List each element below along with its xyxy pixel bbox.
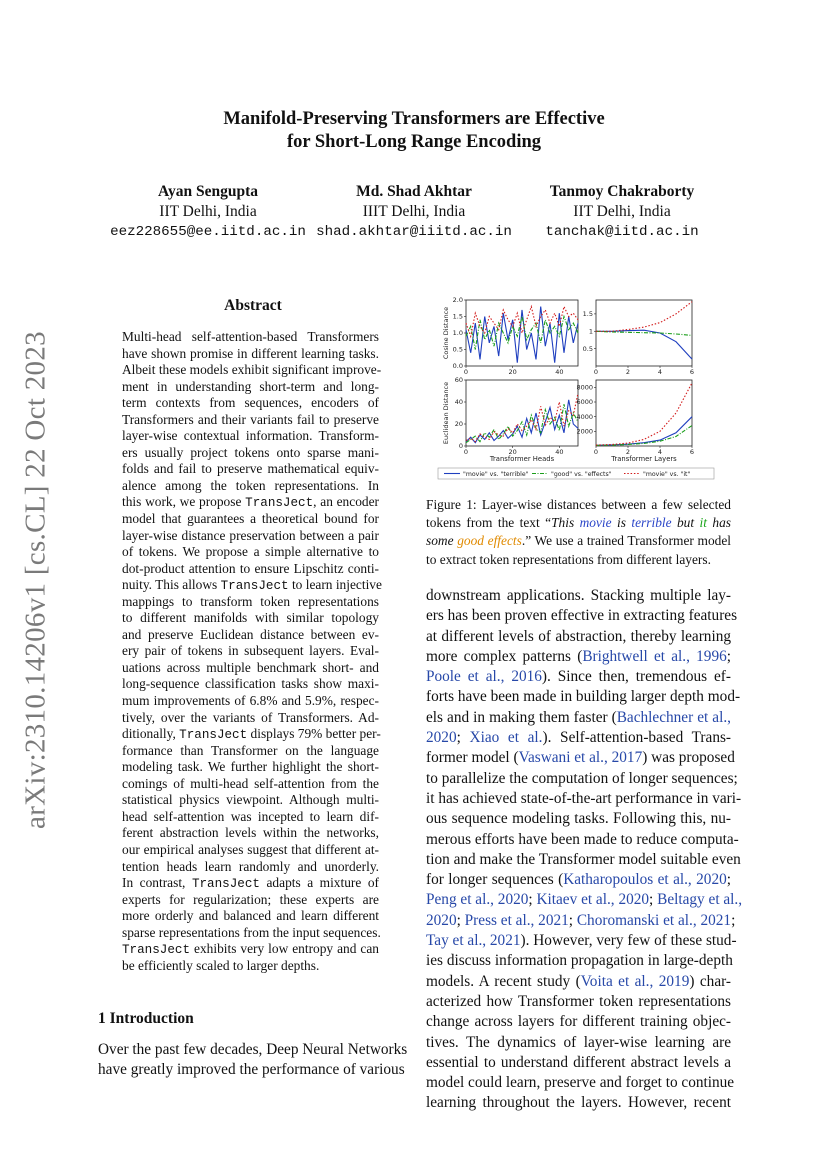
x-tick-label: 20 <box>508 448 517 456</box>
text-line: Poole et al., 2016). Since then, tremendous ef- <box>426 668 731 686</box>
text-line: formance than Transformer on the language <box>122 742 379 758</box>
x-tick-label: 0 <box>593 448 599 456</box>
x-axis-label: Transformer Layers <box>611 455 677 463</box>
text-line: models. A recent study (Voita et al., 2019) char- <box>426 972 731 990</box>
author-affiliation: IIT Delhi, India <box>159 203 257 220</box>
y-tick-label: 40 <box>454 398 463 407</box>
text-line: acterized how Transformer token representations <box>426 992 731 1010</box>
figure-caption: Figure 1: Layer-wise distances between a few selected tokens from the text “This movie is terrible but it has some good effects.” We use a trained Transformer model to extract token representations from different layers. <box>426 497 732 567</box>
author-email[interactable]: tanchak@iitd.ac.in <box>545 224 699 240</box>
text-line: it has achieved state-of-the-art performance in vari- <box>426 789 742 807</box>
author-block <box>299 182 529 242</box>
y-tick-label: 0.5 <box>582 344 593 353</box>
x-tick-label: 4 <box>657 368 663 376</box>
text-line: tives. The dynamics of layer-wise learning are <box>426 1033 731 1051</box>
text-line: be efficiently scaled to larger depths. <box>122 957 320 973</box>
text-line: at different levels of abstraction, thereby learning <box>426 627 731 645</box>
y-tick-label: 1.0 <box>452 329 463 338</box>
text-line: more orderly and balanced and learn different <box>122 908 379 924</box>
plot-frame <box>596 380 692 446</box>
text-line: essential to understand different abstract levels a <box>426 1053 731 1071</box>
text-line: long-sequence classification tasks show maxi- <box>122 676 379 692</box>
text-line: sparse representations from the input sequences. <box>122 924 381 940</box>
abstract-heading: Abstract <box>224 297 282 314</box>
text-line: 2020; Xiao et al.). Self-attention-based Trans- <box>426 729 732 747</box>
text-line: Peng et al., 2020; Kitaev et al., 2020; Beltagy et al., <box>426 891 743 909</box>
text-line: ers usually project tokens onto sparse mani- <box>122 444 379 460</box>
text-line: els and in making them faster (Bachlechner et al., <box>426 708 731 726</box>
intro-body <box>98 1040 408 1081</box>
author-name: Tanmoy Chakraborty <box>549 183 695 200</box>
series-line <box>466 307 578 363</box>
text-line: to different manifolds with similar topology <box>122 610 379 626</box>
x-tick-label: 6 <box>689 368 695 376</box>
y-tick-label: 4000 <box>576 412 593 421</box>
y-axis-label: Cosine Distance <box>442 306 450 360</box>
series-line <box>596 331 692 335</box>
y-tick-label: 1 <box>588 327 593 336</box>
text-line: this work, we propose TransJect, an encoder <box>122 494 379 511</box>
text-line: ery pair of tokens in subsequent layers. Eval- <box>122 643 379 659</box>
text-line: Albeit these models exhibit significant improve- <box>122 362 382 378</box>
text-line: ferent abstraction levels within the networks, <box>122 825 379 841</box>
text-line: model could learn, preserve and forget to continue <box>426 1074 735 1092</box>
text-line: ous sequence modeling tasks. Following this, nu- <box>426 810 731 828</box>
y-tick-label: 1.5 <box>452 312 463 321</box>
text-line: former model (Vaswani et al., 2017) was proposed <box>426 749 735 767</box>
author-affiliation: IIIT Delhi, India <box>362 203 466 220</box>
text-line: Multi-head self-attention-based Transformers <box>122 329 379 344</box>
text-line: tively, over the variants of Transformers. Ad- <box>122 709 379 725</box>
y-tick-label: 1.5 <box>582 310 593 319</box>
text-line: mappings to transform token representations <box>122 593 379 609</box>
author-name: Ayan Sengupta <box>157 183 259 200</box>
text-line: Transformers and their variants fail to preserve <box>122 411 379 427</box>
arxiv-stamp: arXiv:2310.14206v1 [cs.CL] 22 Oct 2023 <box>19 331 52 829</box>
legend-entry: "movie" vs. "terrible" <box>463 471 529 478</box>
x-tick-label: 4 <box>657 448 663 456</box>
text-line: more complex patterns (Brightwell et al., 1996; <box>426 647 731 665</box>
x-tick-label: 0 <box>593 368 599 376</box>
paper-title: Manifold-Preserving Transformers are Effective for Short-Long Range Encoding <box>223 109 605 152</box>
section-heading: 1 Introduction <box>98 1010 194 1027</box>
legend-entry: "good" vs. "effects" <box>551 471 612 478</box>
text-line: nuity. This allows TransJect to learn injective <box>122 577 382 594</box>
text-line: ies discuss information propagation in large-depth <box>426 952 733 970</box>
series-line <box>596 302 692 332</box>
y-tick-label: 2000 <box>576 427 593 436</box>
text-line: change across layers for different training objec- <box>426 1013 731 1031</box>
author-block <box>93 182 323 242</box>
text-line: our empirical analyses suggest that different at- <box>122 841 379 857</box>
text-line: for longer sequences (Katharopoulos et al., 2020; <box>426 871 731 889</box>
text-line: folds and fail to preserve mathematical equiv- <box>122 461 379 477</box>
text-line: model that guarantees a theoretical bound for <box>122 511 379 527</box>
x-tick-label: 20 <box>508 368 517 376</box>
text-line: ers has been proven effective in extracting features <box>426 607 738 625</box>
y-tick-label: 0.0 <box>452 362 463 371</box>
y-tick-label: 2.0 <box>452 296 463 305</box>
y-tick-label: 20 <box>454 420 463 429</box>
author-email[interactable]: eez228655@ee.iitd.ac.in <box>110 224 306 240</box>
text-line: layer-wise distance preservation between a pair <box>122 527 379 543</box>
text-line: mum improvements of 6.8% and 5.9%, respec- <box>122 693 379 709</box>
author-email[interactable]: shad.akhtar@iiitd.ac.in <box>316 224 512 240</box>
text-line: alence among the token representations. In <box>122 477 379 493</box>
text-line: Over the past few decades, Deep Neural Networks <box>98 1041 408 1058</box>
text-line: 2020; Press et al., 2021; Choromanski et al., 2021; <box>426 911 736 929</box>
text-line: modeling task. We further highlight the short- <box>122 759 379 775</box>
text-line: Tay et al., 2021). However, very few of these stud- <box>426 932 737 950</box>
text-line: ment in understanding short-term and long- <box>122 378 379 394</box>
text-line: term contexts from sequences, encoders of <box>122 395 379 411</box>
x-tick-label: 2 <box>625 368 631 376</box>
figure-1-chart <box>436 292 736 486</box>
text-line: of tokens. We propose a simple alternative to <box>122 544 379 560</box>
text-line: TransJect exhibits very low entropy and can <box>122 941 379 958</box>
text-line: experts for regularization; these experts are <box>122 891 379 907</box>
series-line <box>466 393 578 441</box>
x-tick-label: 40 <box>555 368 564 376</box>
abstract-body <box>122 329 382 974</box>
text-line: dot-product attention to ensure Lipschitz conti- <box>122 560 379 576</box>
text-line: forts have been made in building larger depth mod- <box>426 688 741 706</box>
x-tick-label: 2 <box>625 448 631 456</box>
text-line: have greatly improved the performance of various <box>98 1061 405 1079</box>
text-line: tion and make the Transformer model suitable even <box>426 850 741 868</box>
x-tick-label: 0 <box>463 368 469 376</box>
x-tick-label: 6 <box>689 448 695 456</box>
legend-entry: "movie" vs. "it" <box>643 471 691 478</box>
right-column-body <box>426 586 743 1114</box>
text-line: comings of multi-head self-attention from the <box>122 775 379 791</box>
text-line: ditionally, TransJect displays 79% better per- <box>122 726 381 743</box>
text-line: learning throughout the layers. However, recent <box>426 1094 731 1112</box>
author-name: Md. Shad Akhtar <box>356 183 472 200</box>
series-line <box>596 417 692 446</box>
text-line: to parallelize the computation of longer sequences; <box>426 769 738 787</box>
y-tick-label: 8000 <box>576 383 593 392</box>
y-tick-label: 0 <box>458 442 463 451</box>
text-line: have shown promise in different learning tasks. <box>122 345 379 361</box>
x-axis-label: Transformer Heads <box>489 455 555 463</box>
text-line: In contrast, TransJect adapts a mixture of <box>122 875 379 892</box>
y-tick-label: 6000 <box>576 398 593 407</box>
text-line: head self-attention was incepted to learn dif- <box>122 808 379 824</box>
x-tick-label: 40 <box>555 448 564 456</box>
y-tick-label: 60 <box>454 376 463 385</box>
y-axis-label: Euclidean Distance <box>442 381 450 445</box>
text-line: and preserve Euclidean distance between ev- <box>122 626 379 642</box>
text-line: tention heads learn randomly and unorderly. <box>122 858 379 874</box>
text-line: merous efforts have been made to reduce computa- <box>426 830 739 848</box>
text-line: uations across multiple benchmark short- and <box>122 659 379 675</box>
text-line: statistical physics viewpoint. Although multi- <box>122 792 379 808</box>
y-tick-label: 0.5 <box>452 345 463 354</box>
author-affiliation: IIT Delhi, India <box>573 203 671 220</box>
text-line: layer-wise contextual information. Transform- <box>122 428 379 444</box>
text-line: downstream applications. Stacking multiple lay- <box>426 587 731 604</box>
author-block <box>507 182 737 242</box>
x-tick-label: 0 <box>463 448 469 456</box>
